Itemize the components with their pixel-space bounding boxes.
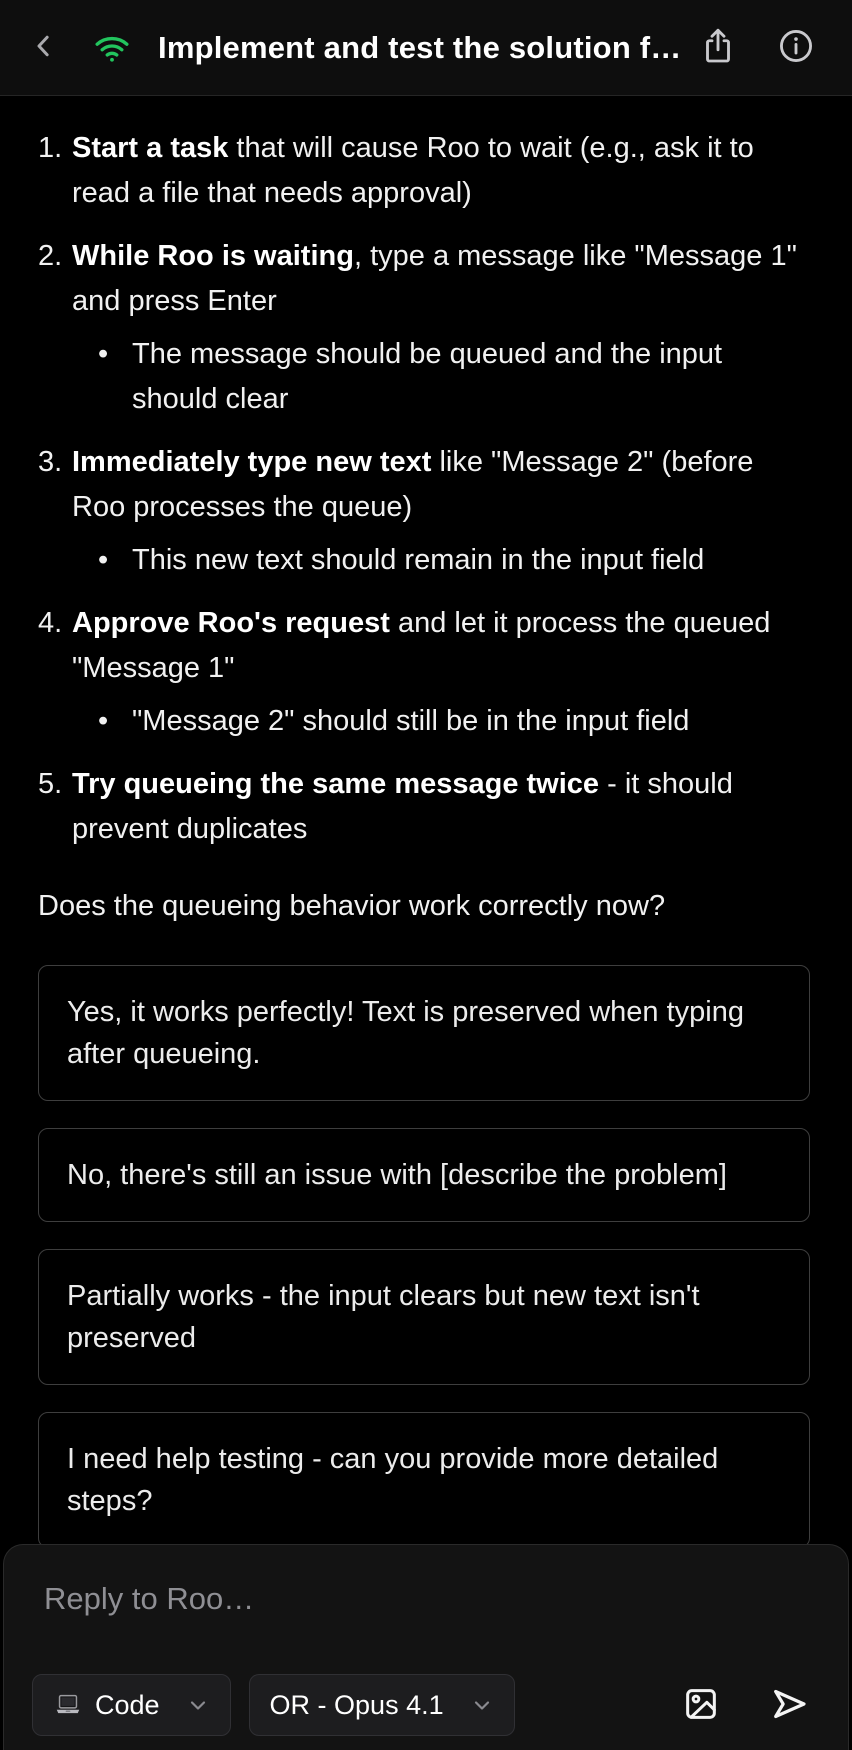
- suggestion-button-help[interactable]: I need help testing - can you provide more detailed steps?: [38, 1412, 810, 1548]
- list-number: 4.: [38, 607, 63, 639]
- wifi-status-icon: [90, 26, 134, 70]
- list-number: 5.: [38, 768, 63, 800]
- chevron-down-icon: [186, 1693, 210, 1717]
- list-number: 2.: [38, 240, 63, 272]
- model-label: OR - Opus 4.1: [269, 1689, 444, 1720]
- sub-bullet: • "Message 2" should still be in the input field: [98, 699, 812, 744]
- list-item: 2. While Roo is waiting, type a message like "Message 1" and press Enter • The message should be queued and the input should clear: [38, 234, 812, 422]
- info-icon: [777, 27, 815, 68]
- mode-label: Code: [95, 1689, 160, 1720]
- composer: [3, 1544, 849, 1750]
- info-button[interactable]: [770, 22, 822, 74]
- suggestion-button-yes[interactable]: Yes, it works perfectly! Text is preserved when typing after queueing.: [38, 965, 810, 1101]
- suggestion-button-partial[interactable]: Partially works - the input clears but new text isn't preserved: [38, 1249, 810, 1385]
- list-item: 3. Immediately type new text like "Message 2" (before Roo processes the queue) • This new text should remain in the input field: [38, 440, 812, 583]
- page-title: Implement and test the solution f…: [158, 29, 682, 65]
- chevron-down-icon: [470, 1693, 494, 1717]
- send-button[interactable]: [766, 1682, 812, 1728]
- list-number: 3.: [38, 446, 63, 478]
- sub-bullet: • This new text should remain in the input field: [98, 538, 812, 583]
- back-button[interactable]: [16, 20, 72, 76]
- header: [0, 0, 852, 96]
- bullet-glyph: •: [98, 338, 109, 370]
- list-number: 1.: [38, 132, 63, 164]
- mode-select[interactable]: [32, 1674, 231, 1736]
- laptop-icon: [53, 1690, 83, 1720]
- list-item: 1. Start a task that will cause Roo to wait (e.g., ask it to read a file that needs approval): [38, 126, 812, 216]
- bullet-glyph: •: [98, 705, 109, 737]
- list-item: 5. Try queueing the same message twice - it should prevent duplicates: [38, 762, 812, 852]
- bullet-glyph: •: [98, 544, 109, 576]
- question-text: Does the queueing behavior work correctly now?: [38, 890, 666, 922]
- suggestion-list: [38, 965, 812, 1548]
- attach-image-button[interactable]: [678, 1682, 724, 1728]
- suggestion-button-no[interactable]: No, there's still an issue with [describe the problem]: [38, 1128, 810, 1222]
- list-item: 4. Approve Roo's request and let it process the queued "Message 1" • "Message 2" should still be in the input field: [38, 601, 812, 744]
- share-icon: [700, 26, 736, 69]
- image-icon: [681, 1684, 721, 1727]
- share-button[interactable]: [692, 22, 744, 74]
- model-select[interactable]: [249, 1674, 515, 1736]
- message-content: [0, 96, 852, 1548]
- chevron-left-icon: [29, 28, 59, 67]
- composer-toolbar: [32, 1674, 812, 1736]
- send-icon: [769, 1684, 809, 1727]
- reply-input[interactable]: Reply to Roo…: [44, 1581, 255, 1616]
- sub-bullet: • The message should be queued and the input should clear: [98, 332, 812, 422]
